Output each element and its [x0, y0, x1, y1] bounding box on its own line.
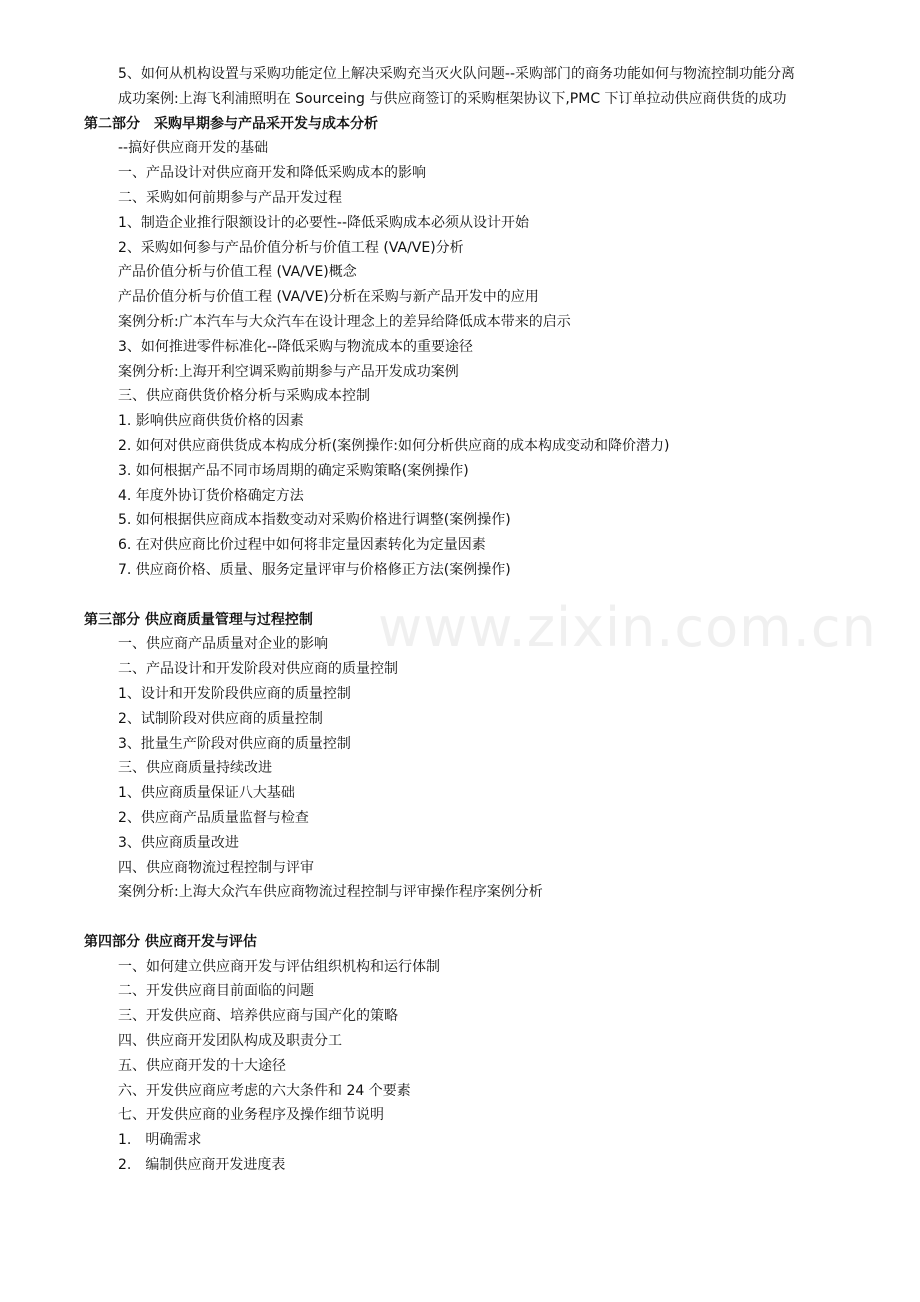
list-item: 5. 如何根据供应商成本指数变动对采购价格进行调整(案例操作)	[118, 512, 511, 529]
list-item: 案例分析:上海开利空调采购前期参与产品开发成功案例	[118, 363, 459, 380]
list-item: 2. 如何对供应商供货成本构成分析(案例操作:如何分析供应商的成本构成变动和降价潜力)	[118, 437, 670, 454]
list-item: 7. 供应商价格、质量、服务定量评审与价格修正方法(案例操作)	[118, 561, 511, 578]
intro-success-case: 成功案例:上海飞利浦照明在 Sourceing 与供应商签订的采购框架协议下,PMC 下订单拉动供应商供货的成功	[118, 90, 787, 107]
intro-item-5: 5、如何从机构设置与采购功能定位上解决采购充当灭火队问题--采购部门的商务功能如何与物流控制功能分离	[118, 66, 796, 82]
section-spacer	[84, 583, 864, 608]
list-item: 四、供应商开发团队构成及职责分工	[118, 1033, 342, 1050]
list-item: 1. 明确需求	[118, 1132, 202, 1149]
part3-list	[84, 632, 864, 905]
part3-heading: 第三部分 供应商质量管理与过程控制	[84, 611, 313, 628]
list-item: 案例分析:上海大众汽车供应商物流过程控制与评审操作程序案例分析	[118, 884, 543, 901]
list-item: 二、产品设计和开发阶段对供应商的质量控制	[118, 661, 398, 678]
document-body	[84, 62, 864, 1178]
list-item: 五、供应商开发的十大途径	[118, 1057, 286, 1074]
list-item: 一、供应商产品质量对企业的影响	[118, 636, 328, 653]
list-item: 二、采购如何前期参与产品开发过程	[118, 189, 342, 206]
list-item: 三、开发供应商、培养供应商与国产化的策略	[118, 1008, 398, 1025]
list-item: 1. 影响供应商供货价格的因素	[118, 413, 304, 430]
list-item: 三、供应商质量持续改进	[118, 760, 272, 777]
list-item: 产品价值分析与价值工程 (VA/VE)分析在采购与新产品开发中的应用	[118, 289, 539, 306]
part4-heading: 第四部分 供应商开发与评估	[84, 933, 257, 950]
list-item: --搞好供应商开发的基础	[118, 140, 269, 157]
list-item: 1、制造企业推行限额设计的必要性--降低采购成本必须从设计开始	[118, 214, 530, 231]
watermark: www.zixin.com.cn	[378, 596, 877, 659]
part2-heading: 第二部分 采购早期参与产品采开发与成本分析	[84, 115, 378, 132]
list-item: 6. 在对供应商比价过程中如何将非定量因素转化为定量因素	[118, 537, 486, 554]
list-item: 3、如何推进零件标准化--降低采购与物流成本的重要途径	[118, 338, 474, 355]
list-item: 七、开发供应商的业务程序及操作细节说明	[118, 1107, 384, 1124]
list-item: 四、供应商物流过程控制与评审	[118, 859, 314, 876]
list-item: 4. 年度外协订货价格确定方法	[118, 487, 304, 504]
list-item: 一、如何建立供应商开发与评估组织机构和运行体制	[118, 958, 440, 975]
list-item: 1、供应商质量保证八大基础	[118, 785, 295, 802]
list-item: 三、供应商供货价格分析与采购成本控制	[118, 388, 370, 405]
list-item: 3. 如何根据产品不同市场周期的确定采购策略(案例操作)	[118, 462, 469, 479]
list-item: 二、开发供应商目前面临的问题	[118, 983, 314, 1000]
part4-list	[84, 955, 864, 1178]
list-item: 一、产品设计对供应商开发和降低采购成本的影响	[118, 165, 426, 182]
list-item: 案例分析:广本汽车与大众汽车在设计理念上的差异给降低成本带来的启示	[118, 313, 571, 330]
part2-list	[84, 136, 864, 582]
list-item: 2、供应商产品质量监督与检查	[118, 809, 309, 826]
section-spacer	[84, 905, 864, 930]
list-item: 3、供应商质量改进	[118, 834, 239, 851]
list-item: 六、开发供应商应考虑的六大条件和 24 个要素	[118, 1082, 411, 1099]
list-item: 2、试制阶段对供应商的质量控制	[118, 710, 323, 727]
list-item: 2. 编制供应商开发进度表	[118, 1157, 286, 1174]
list-item: 2、采购如何参与产品价值分析与价值工程 (VA/VE)分析	[118, 239, 464, 256]
list-item: 3、批量生产阶段对供应商的质量控制	[118, 735, 351, 752]
list-item: 1、设计和开发阶段供应商的质量控制	[118, 685, 351, 702]
list-item: 产品价值分析与价值工程 (VA/VE)概念	[118, 264, 357, 281]
